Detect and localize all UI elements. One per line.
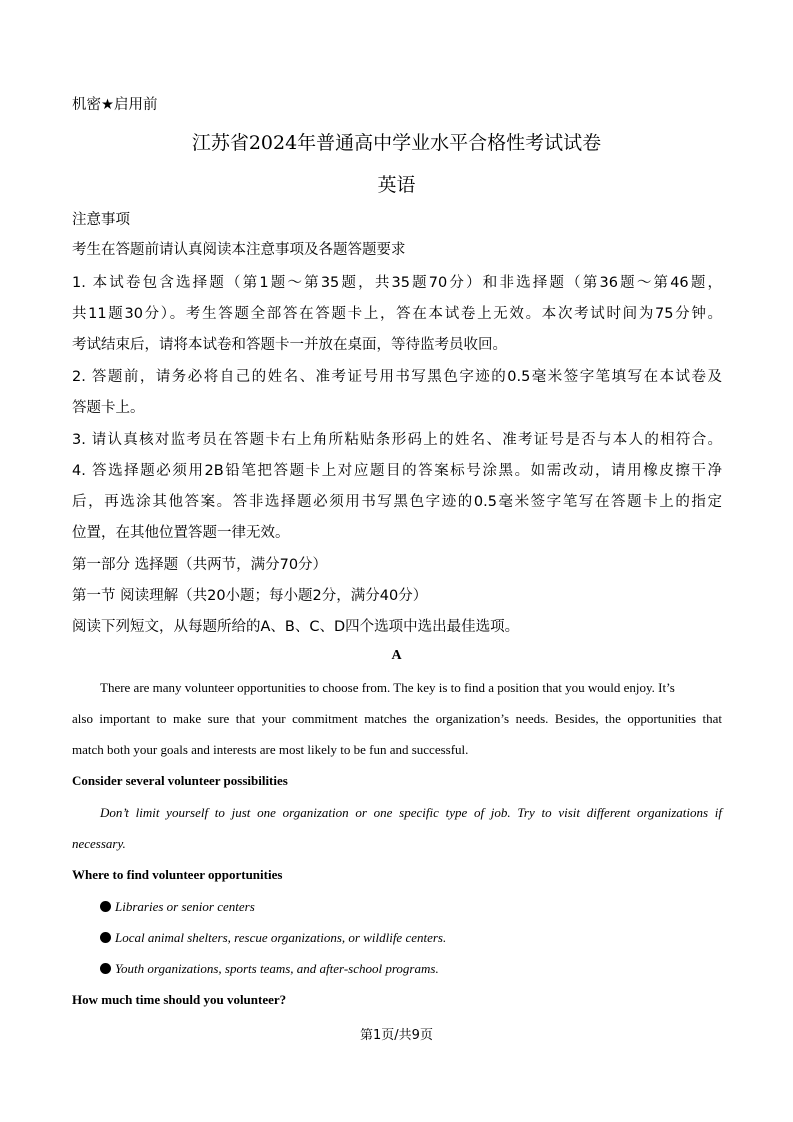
list-item — [100, 961, 439, 977]
passage-label: A — [391, 648, 402, 663]
notice-item-4-line-2: 后，再选涂其他答案。答非选择题必须用书写黑色字迹的0.5毫米签字笔写在答题卡上的指定 — [72, 494, 722, 510]
exam-title: 江苏省2024年普通高中学业水平合格性考试试卷 — [191, 132, 602, 154]
passage-p1-line-3: match both your goals and interests are most likely to be fun and successful. — [72, 742, 469, 757]
bullet-icon — [100, 932, 111, 943]
passage-p2-line-2: necessary. — [72, 836, 126, 851]
notice-item-2-line-2: 答题卡上。 — [72, 400, 145, 416]
notice-heading: 注意事项 — [72, 212, 130, 228]
section-one-heading: 第一节 阅读理解（共20小题；每小题2分，满分40分） — [72, 588, 428, 604]
notice-item-4-line-1: 4. 答选择题必须用2B铅笔把答题卡上对应题目的答案标号涂黑。如需改动，请用橡皮擦干净 — [72, 463, 722, 479]
confidential-mark: 机密★启用前 — [72, 97, 158, 113]
reading-instruction: 阅读下列短文，从每题所给的A、B、C、D四个选项中选出最佳选项。 — [72, 619, 520, 635]
list-item — [100, 930, 446, 946]
list-item-text: Local animal shelters, rescue organizations, or wildlife centers. — [115, 930, 447, 945]
subject-title: 英语 — [377, 174, 416, 196]
notice-item-2-line-1: 2. 答题前，请务必将自己的姓名、准考证号用书写黑色字迹的0.5毫米签字笔填写在本试卷及 — [72, 369, 722, 385]
bullet-icon — [100, 963, 111, 974]
bullet-icon — [100, 901, 111, 912]
notice-intro: 考生在答题前请认真阅读本注意事项及各题答题要求 — [72, 242, 406, 258]
notice-item-1-line-3: 考试结束后，请将本试卷和答题卡一并放在桌面，等待监考员收回。 — [72, 337, 507, 353]
subheading-how-much-time: How much time should you volunteer? — [72, 992, 287, 1007]
list-item — [100, 899, 255, 915]
notice-item-1-line-2: 共11题30分）。考生答题全部答在答题卡上，答在本试卷上无效。本次考试时间为75分钟。 — [72, 306, 722, 322]
passage-p2-line-1: Don’t limit yourself to just one organization or one specific type of job. Try to visit different organizations if — [100, 805, 722, 820]
notice-item-1-line-1: 1. 本试卷包含选择题（第1题～第35题，共35题70分）和非选择题（第36题～第46题， — [72, 275, 722, 291]
subheading-where: Where to find volunteer opportunities — [72, 867, 283, 882]
passage-p1-line-2: also important to make sure that your commitment matches the organization’s needs. Besides, the opportunities that — [72, 711, 722, 726]
subheading-possibilities: Consider several volunteer possibilities — [72, 773, 288, 788]
list-item-text: Libraries or senior centers — [115, 899, 255, 914]
passage-p1-line-1: There are many volunteer opportunities to choose from. The key is to find a position that you would enjoy. It’s — [100, 680, 675, 695]
list-item-text: Youth organizations, sports teams, and after-school programs. — [115, 961, 439, 976]
notice-item-4-line-3: 位置，在其他位置答题一律无效。 — [72, 525, 290, 541]
part-one-heading: 第一部分 选择题（共两节，满分70分） — [72, 557, 328, 573]
notice-item-3: 3. 请认真核对监考员在答题卡右上角所粘贴条形码上的姓名、准考证号是否与本人的相符合。 — [72, 432, 722, 448]
page-number: 第1页/共9页 — [360, 1028, 433, 1043]
